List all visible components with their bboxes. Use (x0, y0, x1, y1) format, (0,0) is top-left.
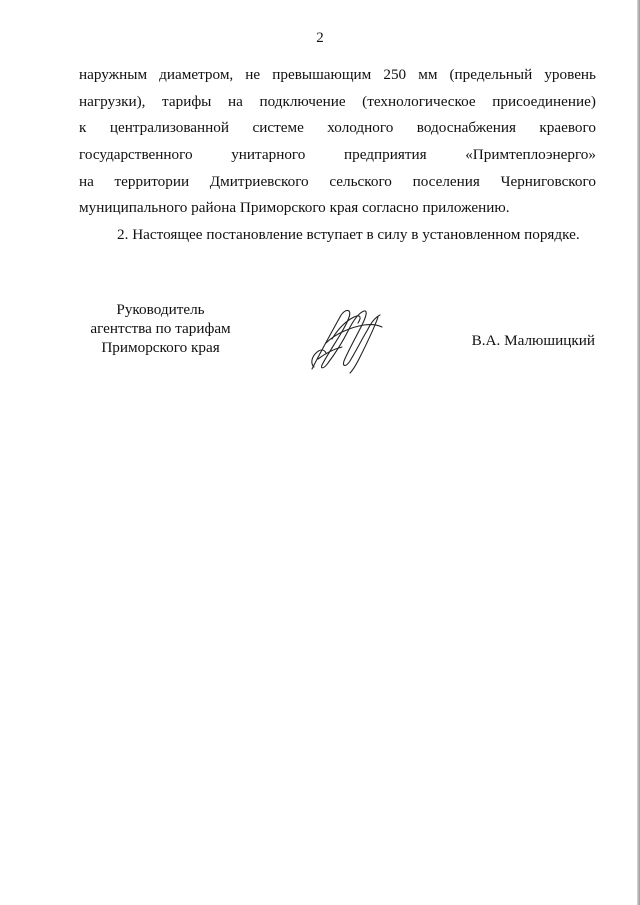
word: присоединение) (492, 92, 596, 110)
word: на (79, 172, 94, 190)
body-text (79, 62, 596, 249)
signatory-position (78, 300, 243, 357)
paragraph-2: 2. Настоящее постановление вступает в силу в установленном порядке. (117, 226, 580, 244)
word: (технологическое (362, 92, 476, 110)
word: нагрузки), (79, 92, 146, 110)
word: предприятия (344, 146, 427, 164)
word: централизованной (109, 119, 230, 137)
text-line-4 (79, 142, 596, 169)
word: водоснабжения (416, 119, 516, 137)
word: мм (418, 66, 438, 83)
page-number: 2 (316, 30, 324, 46)
word: системе (252, 119, 304, 137)
position-line-2: агентства по тарифам (90, 320, 231, 337)
text-line-3 (79, 115, 596, 142)
word: уровень (544, 66, 596, 83)
word: сельского (329, 172, 392, 190)
word: краевого (539, 119, 596, 137)
word: тарифы (162, 92, 212, 110)
word: диаметром, (159, 66, 234, 83)
word: поселения (412, 172, 480, 190)
word: холодного (327, 119, 394, 137)
word: подключение (259, 92, 346, 110)
word: унитарного (231, 146, 306, 164)
word: наружным (79, 66, 148, 83)
word: не (245, 66, 261, 83)
position-line-1: Руководитель (116, 301, 205, 318)
word: «Примтеплоэнерго» (465, 146, 596, 164)
word: Черниговского (500, 172, 596, 190)
signatory-name: В.А. Малюшицкий (471, 332, 595, 349)
word: 250 (383, 66, 407, 83)
word: (предельный (449, 66, 533, 83)
text-line-5 (79, 169, 596, 196)
text-line-1 (79, 62, 596, 89)
word: на (227, 92, 243, 110)
text-line-6: муниципального района Приморского края согласно приложению. (79, 199, 510, 217)
handwritten-signature (302, 303, 388, 375)
text-line-2 (79, 89, 596, 116)
word: государственного (79, 146, 193, 164)
word: превышающим (272, 66, 372, 83)
word: Дмитриевского (209, 172, 309, 190)
word: к (79, 119, 87, 137)
word: территории (114, 172, 190, 190)
position-line-3: Приморского края (101, 339, 220, 356)
